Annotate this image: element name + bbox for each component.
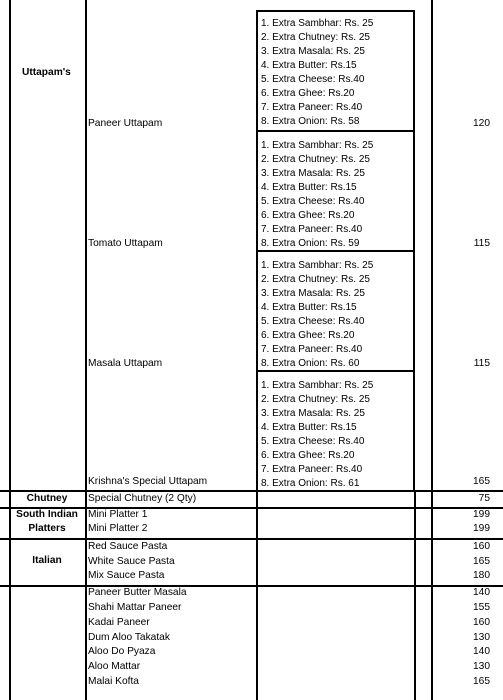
category-south-indian: South Indian: [16, 509, 78, 520]
left-border-line: [9, 0, 11, 700]
item-name: Paneer Uttapam: [88, 118, 163, 129]
item-price: 140: [473, 587, 490, 598]
item-price: 165: [473, 676, 490, 687]
addon-line: 8. Extra Onion: Rs. 61: [261, 478, 360, 489]
item-name: Special Chutney (2 Qty): [88, 493, 197, 504]
category-platters: Platters: [28, 523, 66, 534]
item-price: 115: [473, 358, 490, 369]
addon-line: 3. Extra Masala: Rs. 25: [261, 288, 365, 299]
addon-line: 1. Extra Sambhar: Rs. 25: [261, 18, 374, 29]
item-name: Mini Platter 2: [88, 523, 148, 534]
addon-line: 5. Extra Cheese: Rs.40: [261, 74, 365, 85]
item-name: White Sauce Pasta: [88, 556, 175, 567]
item-name: Dum Aloo Takatak: [88, 632, 170, 643]
item-price: 160: [473, 617, 490, 628]
item-price: 120: [473, 118, 490, 129]
item-name: Shahi Mattar Paneer: [88, 602, 182, 613]
item-price: 199: [473, 509, 490, 520]
addon-box: [256, 370, 415, 492]
item-name: Kadai Paneer: [88, 617, 150, 628]
addon-line: 3. Extra Masala: Rs. 25: [261, 408, 365, 419]
addon-line: 7. Extra Paneer: Rs.40: [261, 224, 363, 235]
item-price: 155: [473, 602, 490, 613]
item-name: Malai Kofta: [88, 676, 139, 687]
item-name: Krishna's Special Uttapam: [88, 476, 208, 487]
addon-line: 7. Extra Paneer: Rs.40: [261, 102, 363, 113]
item-name: Masala Uttapam: [88, 358, 163, 369]
addon-box: [256, 130, 415, 252]
row-divider: [0, 585, 503, 587]
addon-line: 6. Extra Ghee: Rs.20: [261, 330, 355, 341]
price-divider-line: [431, 0, 433, 700]
addon-line: 1. Extra Sambhar: Rs. 25: [261, 140, 374, 151]
addon-left-line: [256, 490, 258, 700]
addon-line: 4. Extra Butter: Rs.15: [261, 422, 357, 433]
addon-line: 4. Extra Butter: Rs.15: [261, 60, 357, 71]
addon-box: [256, 10, 415, 132]
addon-line: 6. Extra Ghee: Rs.20: [261, 210, 355, 221]
addon-line: 4. Extra Butter: Rs.15: [261, 302, 357, 313]
item-price: 75: [478, 493, 490, 504]
item-price: 115: [473, 238, 490, 249]
addon-line: 6. Extra Ghee: Rs.20: [261, 450, 355, 461]
item-price: 199: [473, 523, 490, 534]
item-name: Mini Platter 1: [88, 509, 148, 520]
addon-line: 8. Extra Onion: Rs. 58: [261, 116, 360, 127]
addon-line: 2. Extra Chutney: Rs. 25: [261, 32, 370, 43]
item-name: Red Sauce Pasta: [88, 541, 168, 552]
item-name: Aloo Do Pyaza: [88, 646, 156, 657]
category-uttapams: Uttapam's: [22, 67, 71, 78]
addon-line: 5. Extra Cheese: Rs.40: [261, 316, 365, 327]
addon-line: 8. Extra Onion: Rs. 59: [261, 238, 360, 249]
item-name: Mix Sauce Pasta: [88, 570, 165, 581]
item-price: 130: [473, 632, 490, 643]
addon-right-line: [414, 490, 416, 700]
addon-line: 2. Extra Chutney: Rs. 25: [261, 274, 370, 285]
item-price: 140: [473, 646, 490, 657]
item-price: 165: [473, 476, 490, 487]
addon-line: 6. Extra Ghee: Rs.20: [261, 88, 355, 99]
item-price: 160: [473, 541, 490, 552]
item-name: Tomato Uttapam: [88, 238, 163, 249]
addon-line: 7. Extra Paneer: Rs.40: [261, 344, 363, 355]
row-divider: [0, 538, 503, 540]
addon-box: [256, 250, 415, 372]
addon-line: 5. Extra Cheese: Rs.40: [261, 436, 365, 447]
addon-line: 3. Extra Masala: Rs. 25: [261, 168, 365, 179]
addon-line: 8. Extra Onion: Rs. 60: [261, 358, 360, 369]
addon-line: 3. Extra Masala: Rs. 25: [261, 46, 365, 57]
category-italian: Italian: [32, 555, 62, 566]
category-chutney: Chutney: [26, 493, 68, 504]
item-name: Paneer Butter Masala: [88, 587, 187, 598]
addon-line: 2. Extra Chutney: Rs. 25: [261, 154, 370, 165]
addon-line: 7. Extra Paneer: Rs.40: [261, 464, 363, 475]
addon-line: 1. Extra Sambhar: Rs. 25: [261, 380, 374, 391]
item-name: Aloo Mattar: [88, 661, 141, 672]
addon-line: 5. Extra Cheese: Rs.40: [261, 196, 365, 207]
addon-line: 4. Extra Butter: Rs.15: [261, 182, 357, 193]
addon-line: 1. Extra Sambhar: Rs. 25: [261, 260, 374, 271]
category-divider-line: [85, 0, 87, 700]
item-price: 180: [473, 570, 490, 581]
addon-line: 2. Extra Chutney: Rs. 25: [261, 394, 370, 405]
item-price: 165: [473, 556, 490, 567]
item-price: 130: [473, 661, 490, 672]
